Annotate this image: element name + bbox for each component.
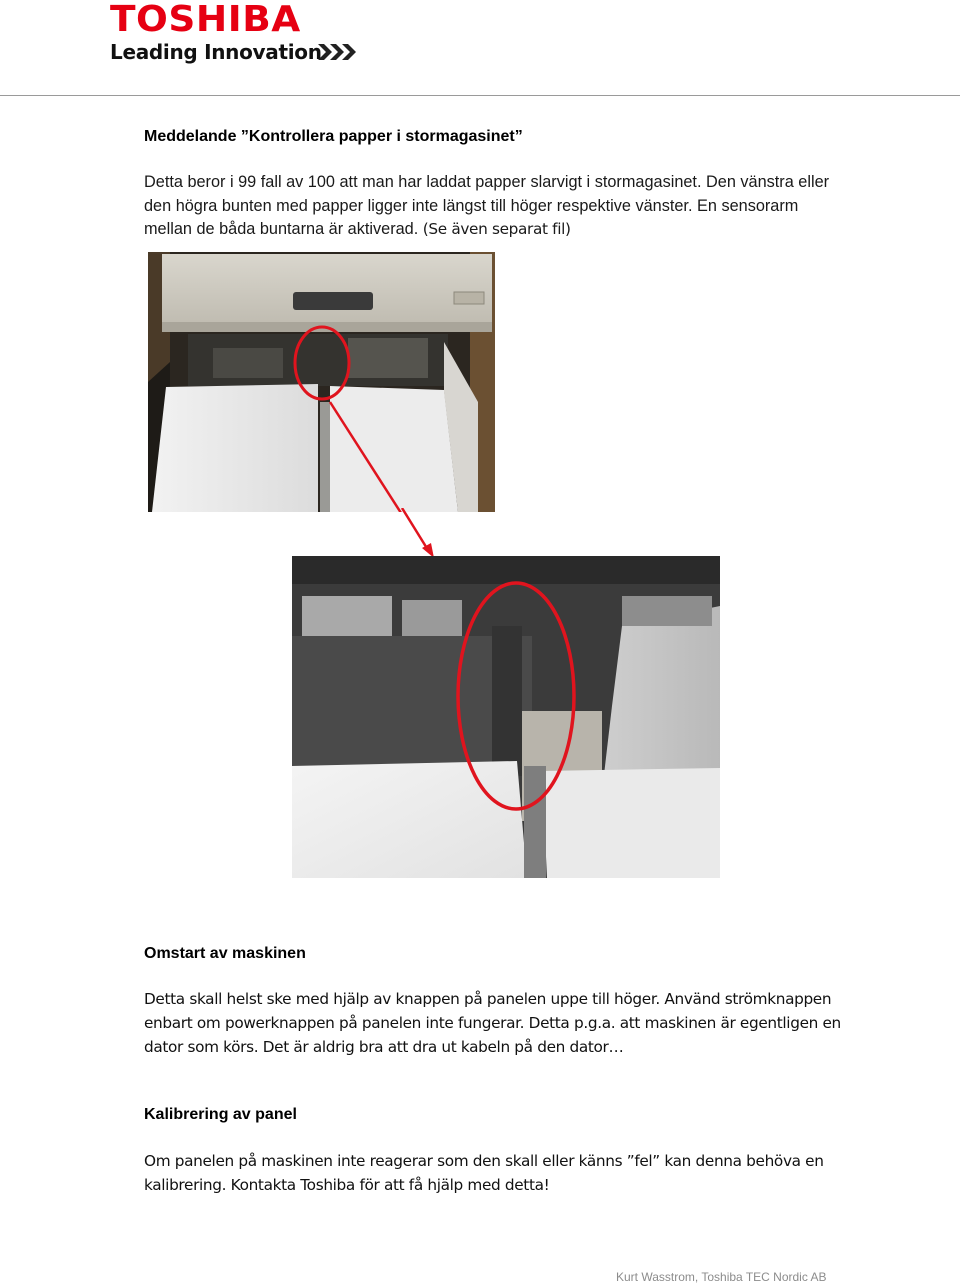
section-heading-calibration: Kalibrering av panel [144, 1106, 297, 1123]
paragraph-paper-cause [144, 171, 844, 242]
section-heading-paper-message: Meddelande ”Kontrollera papper i stormagasinet” [144, 128, 523, 145]
section-heading-restart: Omstart av maskinen [144, 945, 306, 962]
paragraph-paper-cause-text: Detta beror i 99 fall av 100 att man har laddat papper slarvigt i stormagasinet. Den vänstra eller den högra bunten med papper ligger inte längst till höger respektive vänster. En sensorarm mellan de båda buntarna är aktiverad. [144, 173, 830, 238]
chevron-arrows-icon [318, 42, 358, 62]
footer-author: Kurt Wasstrom, Toshiba TEC Nordic AB [616, 1270, 827, 1284]
see-separate-file-note: (Se även separat fil) [422, 220, 571, 238]
annotation-arrow [400, 508, 440, 560]
paragraph-restart: Detta skall helst ske med hjälp av knappen på panelen uppe till höger. Använd strömknappen enbart om powerknappen på panelen inte fungerar. Detta p.g.a. att maskinen är egentligen en dator som körs. Det är aldrig bra att dra ut kabeln på den dator… [144, 990, 841, 1056]
paragraph-calibration: Om panelen på maskinen inte reagerar som den skall eller känns ”fel” kan denna behöva en kalibrering. Kontakta Toshiba för att få hjälp med detta! [144, 1152, 824, 1194]
paper-tray-overview-photo [148, 252, 495, 512]
sensor-arm-closeup-photo [292, 556, 720, 878]
toshiba-logo: TOSHIBA [110, 0, 301, 40]
tagline: Leading Innovation [110, 40, 322, 64]
header-divider [0, 95, 960, 96]
